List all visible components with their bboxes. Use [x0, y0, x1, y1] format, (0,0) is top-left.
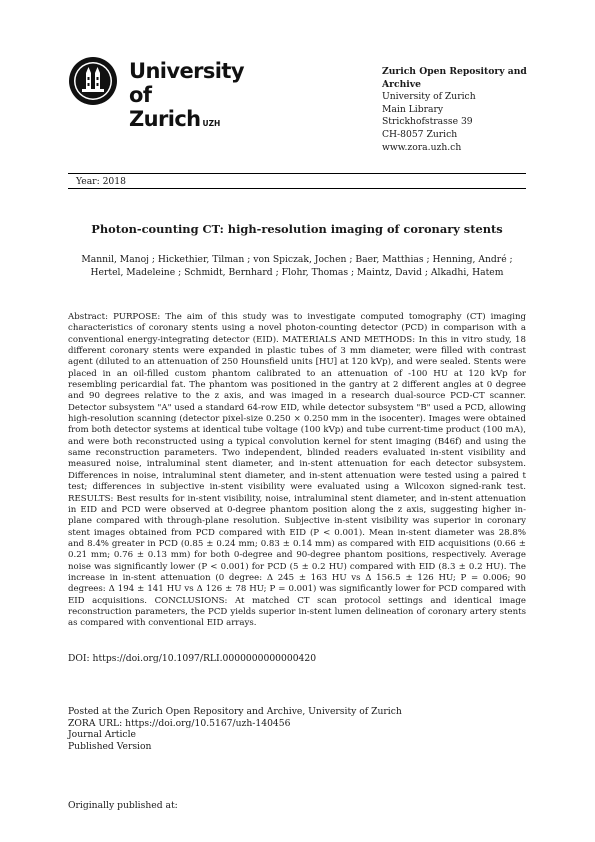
- doi-link[interactable]: DOI: https://doi.org/10.1097/RLI.0000000000000420: [68, 653, 317, 664]
- paper-title: Photon-counting CT: high-resolution imaging of coronary stents: [91, 222, 503, 236]
- originally-published: Originally published at:: [68, 800, 178, 811]
- abstract: Abstract: PURPOSE: The aim of this study was to investigate computed tomography (CT) imaging characteristics of coronary stents using a novel photon-counting detector (PCD) in comparison with a conventional energy-integrating detector (EID). MATERIALS AND METHODS: In this in vitro study, 18 different coronary stents were expanded in plastic tubes of 3 mm diameter, were filled with contrast agent (diluted to an attenuation of 250 Hounsfield units [HU] at 120 kVp), and were sealed. Stents were placed in an oil-filled custom phantom calibrated to an attenuation of -100 HU at 120 kVp for resembling pericardial fat. The phantom was positioned in the gantry at 2 different angles at 0 degree and 90 degrees relative to the z axis, and was imaged in a research dual-source PCD-CT scanner. Detector subsystem "A" used a standard 64-row EID, while detector subsystem "B" used a PCD, allowing high-resolution scanning (detector pixel-size 0.250 × 0.250 mm in the isocenter). Images were obtained from both detector systems at identical tube voltage (100 kVp) and tube current-time product (100 mA), and were both reconstructed using a typical convolution kernel for stent imaging (B46f) and using the same reconstruction parameters. Two independent, blinded readers evaluated in-stent visibility and measured noise, intraluminal stent diameter, and in-stent attenuation for each detector subsystem. Differences in noise, intraluminal stent diameter, and in-stent attenuation were tested using a paired t test; differences in subjective in-stent visibility were evaluated using a Wilcoxon signed-rank test. RESULTS: Best results for in-stent visibility, noise, intraluminal stent diameter, and in-stent attenuation in EID and PCD were observed at 0-degree phantom position along the z axis, suggesting higher in-plane compared with through-plane resolution. Subjective in-stent visibility was superior in coronary stent images obtained from PCD compared with EID (P < 0.001). Mean in-stent diameter was 28.8% and 8.4% greater in PCD (0.85 ± 0.24 mm; 0.83 ± 0.14 mm) as compared with EID acquisitions (0.66 ± 0.21 mm; 0.76 ± 0.13 mm) for both 0-degree and 90-degree phantom positions, respectively. Average noise was significantly lower (P < 0.001) for PCD (5 ± 0.2 HU) compared with EID (8.3 ± 0.2 HU). The increase in in-stent attenuation (0 degree: Δ 245 ± 163 HU vs Δ 156.5 ± 126 HU; P = 0.006; 90 degrees: Δ 194 ± 141 HU vs Δ 126 ± 78 HU; P = 0.001) was significantly lower for PCD compared with EID acquisitions. CONCLUSIONS: At matched CT scan protocol settings and identical image reconstruction parameters, the PCD yields superior in-stent lumen delineation of coronary artery stents as compared with conventional EID arrays.: [68, 312, 526, 629]
- year-divider: [68, 188, 526, 189]
- repository-line: University of Zurich: [382, 91, 476, 103]
- publication-year: Year: 2018: [76, 176, 126, 187]
- zora-url[interactable]: ZORA URL: https://doi.org/10.5167/uzh-140456: [68, 717, 291, 729]
- university-name-line1: University of: [129, 59, 244, 107]
- repository-title: Zurich Open Repository and Archive: [382, 66, 527, 90]
- repository-address: [382, 66, 532, 154]
- publication-version: Published Version: [68, 741, 152, 753]
- university-name-line2: Zurich: [129, 107, 201, 131]
- university-name: [129, 59, 268, 136]
- uzh-suffix: UZH: [202, 119, 221, 128]
- repository-url[interactable]: www.zora.uzh.ch: [382, 141, 462, 153]
- posting-line: Posted at the Zurich Open Repository and Archive, University of Zurich: [68, 706, 402, 717]
- posting-info: [68, 706, 402, 753]
- author-list: Mannil, Manoj ; Hickethier, Tilman ; von Spiczak, Jochen ; Baer, Matthias ; Henning, André ; Hertel, Madeleine ; Schmidt, Bernhard ; Flohr, Thomas ; Maintz, David ; Alkadhi, Hatem: [81, 254, 513, 278]
- repository-line: Main Library: [382, 103, 444, 115]
- university-logo: [68, 56, 268, 131]
- repository-line: Strickhofstrasse 39: [382, 116, 473, 128]
- publication-type: Journal Article: [68, 729, 136, 741]
- repository-line: CH-8057 Zurich: [382, 128, 458, 140]
- top-divider: [68, 173, 526, 174]
- uzh-seal-icon: [68, 56, 118, 106]
